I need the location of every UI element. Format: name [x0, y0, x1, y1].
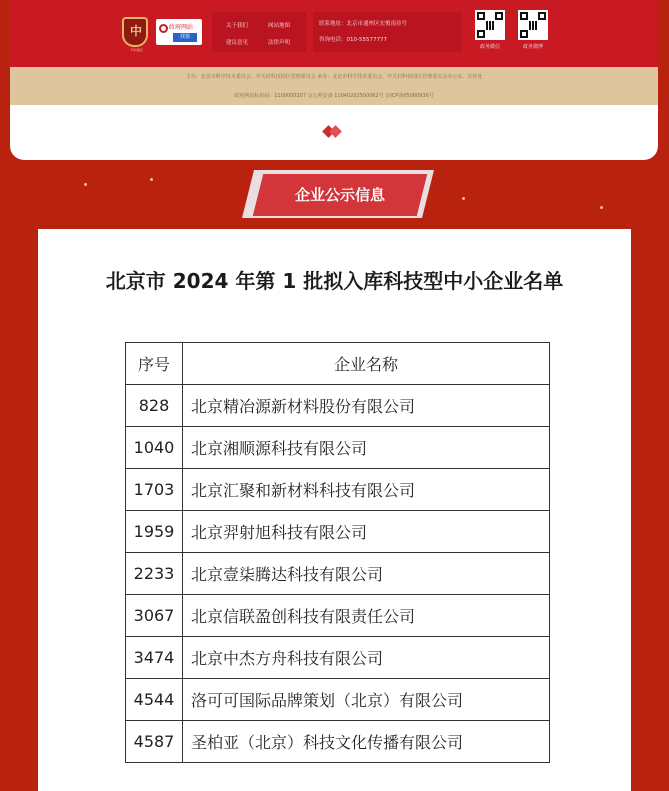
company-name: 北京壹柒腾达科技有限公司: [183, 553, 550, 595]
column-header-name: 企业名称: [183, 343, 550, 385]
qr-code-icon[interactable]: [518, 10, 548, 40]
record-line: 政府网站标识码：1100000207 京公网安备 11040202500062号 京ICP备05060936号: [234, 93, 434, 99]
table-row: [126, 469, 550, 511]
column-header-no: 序号: [126, 343, 183, 385]
link-legal[interactable]: 法律声明: [268, 40, 291, 46]
table-row: [126, 385, 550, 427]
company-name: 北京汇聚和新材料科技有限公司: [183, 469, 550, 511]
contact-phone: 咨询电话：010-55577777: [319, 37, 387, 43]
row-number: 3474: [126, 637, 183, 679]
link-about[interactable]: 关于我们: [226, 23, 249, 29]
gov-site-badge-icon[interactable]: [156, 19, 202, 45]
company-table: [125, 342, 550, 763]
company-name: 北京羿射旭科技有限公司: [183, 511, 550, 553]
table-header-row: [126, 343, 550, 385]
sparkle-decoration: [150, 178, 153, 181]
company-name: 北京精冶源新材料股份有限公司: [183, 385, 550, 427]
qr-code-icon[interactable]: [475, 10, 505, 40]
company-name: 圣柏亚（北京）科技文化传播有限公司: [183, 721, 550, 763]
table-row: [126, 637, 550, 679]
company-name: 北京中杰方舟科技有限公司: [183, 637, 550, 679]
contact-address: 联系地址：北京市通州区宏俊南侍号: [319, 21, 408, 27]
table-row: [126, 427, 550, 469]
row-number: 1959: [126, 511, 183, 553]
sparkle-decoration: [600, 206, 603, 209]
table-row: [126, 553, 550, 595]
row-number: 2233: [126, 553, 183, 595]
site-header: [10, 0, 658, 160]
gov-badge-mark-icon: [159, 24, 168, 33]
contact-panel: [313, 12, 461, 52]
section-ribbon-title: 企业公示信息: [294, 186, 385, 204]
company-name: 北京湘顺源科技有限公司: [183, 427, 550, 469]
logo-caption: 科技园区: [130, 48, 143, 52]
gov-badge-button[interactable]: 找错: [173, 33, 197, 42]
link-feedback[interactable]: 建议意见: [226, 40, 249, 46]
row-number: 3067: [126, 595, 183, 637]
company-name: 洛可可国际品牌策划（北京）有限公司: [183, 679, 550, 721]
table-row: [126, 595, 550, 637]
table-row: [126, 511, 550, 553]
row-number: 1040: [126, 427, 183, 469]
logo-glyph: 中: [130, 24, 143, 38]
header-info-band: [10, 67, 658, 105]
row-number: 4544: [126, 679, 183, 721]
emblem-logo-icon[interactable]: [122, 17, 148, 52]
gov-badge-label: 政府网站: [169, 24, 194, 31]
sparkle-decoration: [462, 197, 465, 200]
company-name: 北京信联盈创科技有限责任公司: [183, 595, 550, 637]
table-row: [126, 721, 550, 763]
row-number: 828: [126, 385, 183, 427]
content-card: [38, 229, 631, 791]
link-sitemap[interactable]: 网站地图: [268, 23, 291, 29]
footer-links-panel: [212, 12, 306, 52]
qr-caption-wechat: 政务微信: [479, 44, 500, 50]
row-number: 1703: [126, 469, 183, 511]
qr-caption-weibo: 政务微博: [522, 44, 543, 50]
row-number: 4587: [126, 721, 183, 763]
page-title: 北京市 2024 年第 1 批拟入库科技型中小企业名单: [105, 269, 564, 293]
table-row: [126, 679, 550, 721]
diamond-ornament-icon: [322, 124, 348, 138]
header-top-band: [10, 0, 658, 67]
sponsor-line: 主办：北京市科学技术委员会、中关村科技园区管理委员会 承办：北京市科学技术委员会、中关村科技园区管理委员会办公室、宣传处: [185, 74, 483, 80]
sparkle-decoration: [84, 183, 87, 186]
